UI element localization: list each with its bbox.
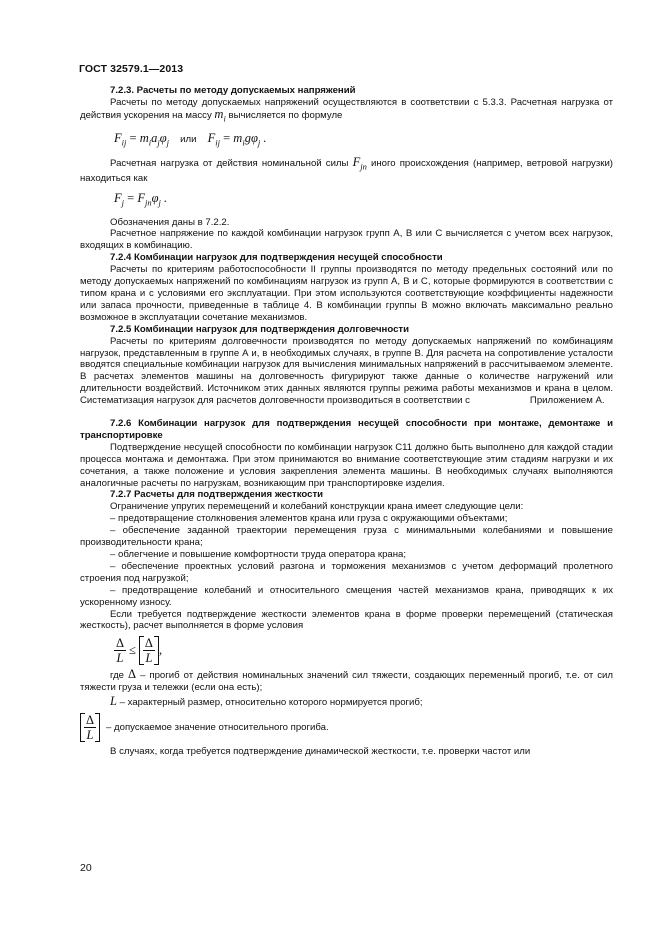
list-item: – облегчение и повышение комфортности труда оператора крана;	[110, 549, 407, 560]
section-heading-7-2-6: 7.2.6 Комбинации нагрузок для подтверждения несущей способности при монтаже, демонтаже и транспортировке	[80, 418, 613, 441]
paragraph: Обозначения даны в 7.2.2.	[110, 216, 230, 228]
bracket-allowable-def: $\frac{\Delta}{L}$	[80, 713, 100, 742]
paragraph: Расчеты по критериям долговечности производятся по методу допускаемых напряжений по комбинациям нагрузок, представленным в группе А и, в необходимых случаях, в группе В. Для расчета на сопротивление усталости вводятся специальные комбинации нагрузок для вычисления минимальных напряжений в рассчитываемом элементе. В расчетах элементов машины на долговечность фигурируют также данные о количестве нагружений или длительности воздействий. Источником этих данных являются группы режима работы механизмов и крана в целом. Систематизация нагрузок для расчетов долговечности производиться в соответствии с Приложением А.	[80, 335, 613, 407]
paragraph: Расчеты по критериям работоспособности II группы производятся по методу предельных состояний или по методу допускаемых напряжений по комбинациям нагрузок из групп А, В и С, которые формируются в соответствии с типом крана и с условиями его эксплуатации. При этом используются соответствующие коэффициенты надежности или запаса прочности, приведенные в таблице 4. В комбинации группы В можно включать максимально реально возможное в эксплуатации сочетание механизмов.	[80, 264, 613, 323]
document-header: ГОСТ 32579.1—2013	[79, 63, 184, 75]
symbol-m-i: $m_i$	[214, 106, 226, 124]
list-item: – предотвращение колебаний и относительного смещения частей механизмов крана, приводящих к их ускоренному износу.	[80, 584, 613, 608]
paragraph: В случаях, когда требуется подтверждение динамической жесткости, т.е. проверки частот или	[110, 746, 531, 758]
formula-nominal-force: $F_j = F_{jn}\varphi_j$ .	[114, 191, 168, 208]
fraction-delta-over-l: $\frac{\Delta}{L}$	[116, 636, 125, 666]
list-item: – обеспечение проектных условий разгона и торможения механизмов с учетом деформаций пролетного строения под нагрузкой;	[80, 560, 613, 584]
list-item: – обеспечение заданной траектории перемещения груза с минимальными колебаниями и повышение производительности крана;	[80, 525, 613, 549]
allowable-description: – допускаемое значение относительного прогиба.	[106, 721, 329, 733]
section-heading-7-2-3: 7.2.3. Расчеты по методу допускаемых напряжений	[110, 85, 356, 96]
paragraph: Расчеты по методу допускаемых напряжений осуществляются в соответствии с 5.3.3. Расчетная нагрузка от действия ускорения на массу $m_i$ вычисляется по формуле	[80, 96, 613, 124]
section-heading-7-2-5: 7.2.5 Комбинации нагрузок для подтверждения долговечности	[110, 323, 410, 335]
section-heading-7-2-7: 7.2.7 Расчеты для подтверждения жесткости	[110, 489, 324, 501]
paragraph: где Δ – прогиб от действия номинальных значений сил тяжести, создающих переменный прогиб, т.е. от сил тяжести груза и тележки (если она есть);	[80, 667, 614, 694]
section-heading-7-2-4: 7.2.4 Комбинации нагрузок для подтверждения несущей способности	[110, 252, 443, 264]
list-item: – предотвращение столкновения элементов крана или груза с окружающими объектами;	[110, 513, 508, 525]
paragraph: L – характерный размер, относительно которого нормируется прогиб;	[110, 694, 423, 709]
page-number: 20	[80, 862, 92, 874]
symbol-delta: Δ	[128, 667, 137, 682]
formula-or-text: или	[180, 134, 197, 146]
bracket-allowable: $\frac{\Delta}{L}$	[139, 636, 159, 665]
symbol-l: L	[110, 694, 117, 709]
paragraph: Ограничение упругих перемещений и колебаний конструкции крана имеет следующие цели:	[110, 501, 524, 513]
paragraph: Расчетная нагрузка от действия номинальной силы $F_{jn}$ иного происхождения (например, ветровой нагрузки) находиться как	[80, 154, 613, 185]
paragraph: Подтверждение несущей способности по комбинации нагрузок С11 должно быть выполнено для каждой стадии процесса монтажа и демонтажа. При этом принимаются во внимание соответствующие этим стадиям нагрузки и их сочетания, а также положение и условия закрепления элемента машины. В необходимых случаях выполняются аналогичные расчеты по нагрузкам, возникающим при транспортировке изделия.	[80, 441, 613, 489]
formula-stiffness-condition: $\frac{\Delta}{L}$ ≤ $\frac{\Delta}{L}$ ,	[116, 636, 163, 666]
paragraph: Если требуется подтверждение жесткости элементов крана в форме проверки перемещений (статическая жесткость), расчет выполняется в форме условия	[80, 608, 613, 632]
document-body	[80, 85, 613, 758]
allowable-definition	[80, 713, 613, 742]
symbol-f-jn: $F_{jn}$	[352, 154, 367, 172]
paragraph: Расчетное напряжение по каждой комбинации нагрузок групп А, В или С вычисляется с учетом всех нагрузок, входящих в комбинацию.	[80, 228, 613, 252]
formula-load-acceleration: $F_{ij} = m_ia_j\varphi_j$ или $F_{ij} = m_ig\varphi_j$ .	[114, 131, 267, 148]
